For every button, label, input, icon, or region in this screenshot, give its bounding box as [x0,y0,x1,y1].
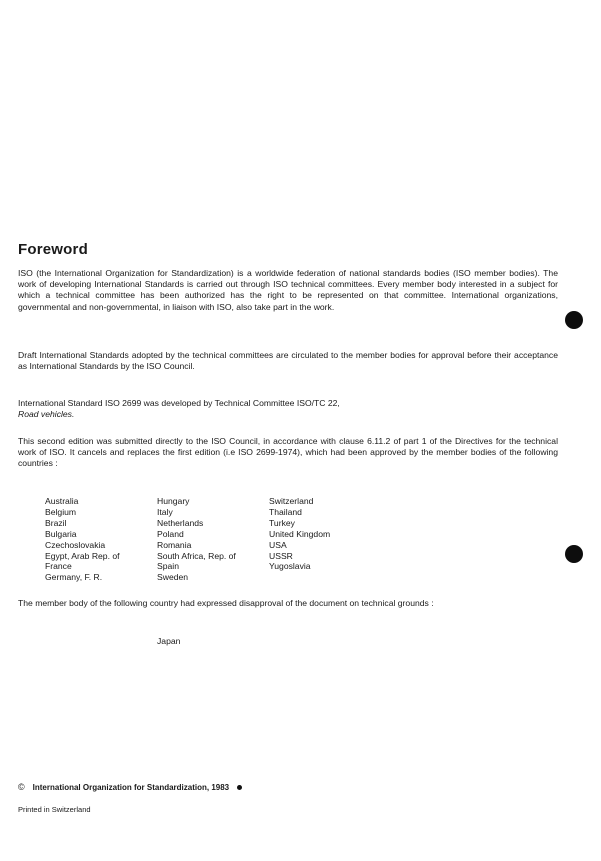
committee-name: Road vehicles. [18,409,75,420]
intro-paragraph: ISO (the International Organization for Standardization) is a worldwide federation of national standards bodies (ISO member bodies). The work of developing International Standards is carried out through ISO technical committees. Every member body interested in a subject for which a technical committee has been authorized has the right to be represented on that committee. International organizations, governmental and non-governmental, in liaison with ISO, also take part in the work. [18,268,558,312]
countries-column-2 [157,496,269,583]
country-item: Thailand [269,506,302,517]
country-item: Netherlands [157,517,204,528]
country-item: Yugoslavia [269,561,311,572]
country-item: Egypt, Arab Rep. of [45,550,120,561]
member-countries-list [45,496,565,583]
country-item: Sweden [157,572,189,583]
country-item: Brazil [45,517,67,528]
country-item: Romania [157,539,192,550]
country-item: Australia [45,496,79,506]
country-item: Italy [157,506,173,517]
punch-hole-icon [565,311,583,329]
country-item: South Africa, Rep. of [157,550,236,561]
countries-column-3 [269,496,389,583]
country-item: Turkey [269,517,295,528]
copyright-text: International Organization for Standardization, 1983 [32,782,230,792]
edition-paragraph: This second edition was submitted directly to the ISO Council, in accordance with clause 6.11.2 of part 1 of the Directives for the technical work of ISO. It cancels and replaces the first edition (i.e ISO 2699-1974), which had been approved by the member bodies of the following countries : [18,436,558,469]
country-item: USSR [269,550,293,561]
country-item: Switzerland [269,496,314,506]
country-item: Hungary [157,496,190,506]
country-item: Czechoslovakia [45,539,106,550]
country-item: United Kingdom [269,528,331,539]
copyright-line [18,782,242,792]
country-item: Germany, F. R. [45,572,103,583]
disapproval-paragraph: The member body of the following country had expressed disapproval of the document on technical grounds : [18,598,434,608]
countries-column-1 [45,496,157,583]
standard-text: International Standard ISO 2699 was developed by Technical Committee ISO/TC 22, [18,398,340,408]
country-item: Poland [157,528,184,539]
bullet-icon [237,785,242,790]
disapproving-country: Japan [157,636,181,646]
printed-in: Printed in Switzerland [18,805,91,814]
standard-paragraph [18,398,558,420]
foreword-heading: Foreword [18,241,88,258]
drafts-paragraph: Draft International Standards adopted by the technical committees are circulated to the member bodies for approval before their acceptance as International Standards by the ISO Council. [18,350,558,372]
country-item: USA [269,539,287,550]
country-item: Bulgaria [45,528,77,539]
country-item: Belgium [45,506,77,517]
punch-hole-icon [565,545,583,563]
country-item: Spain [157,561,179,572]
country-item: France [45,561,72,572]
copyright-symbol: © [18,782,25,792]
